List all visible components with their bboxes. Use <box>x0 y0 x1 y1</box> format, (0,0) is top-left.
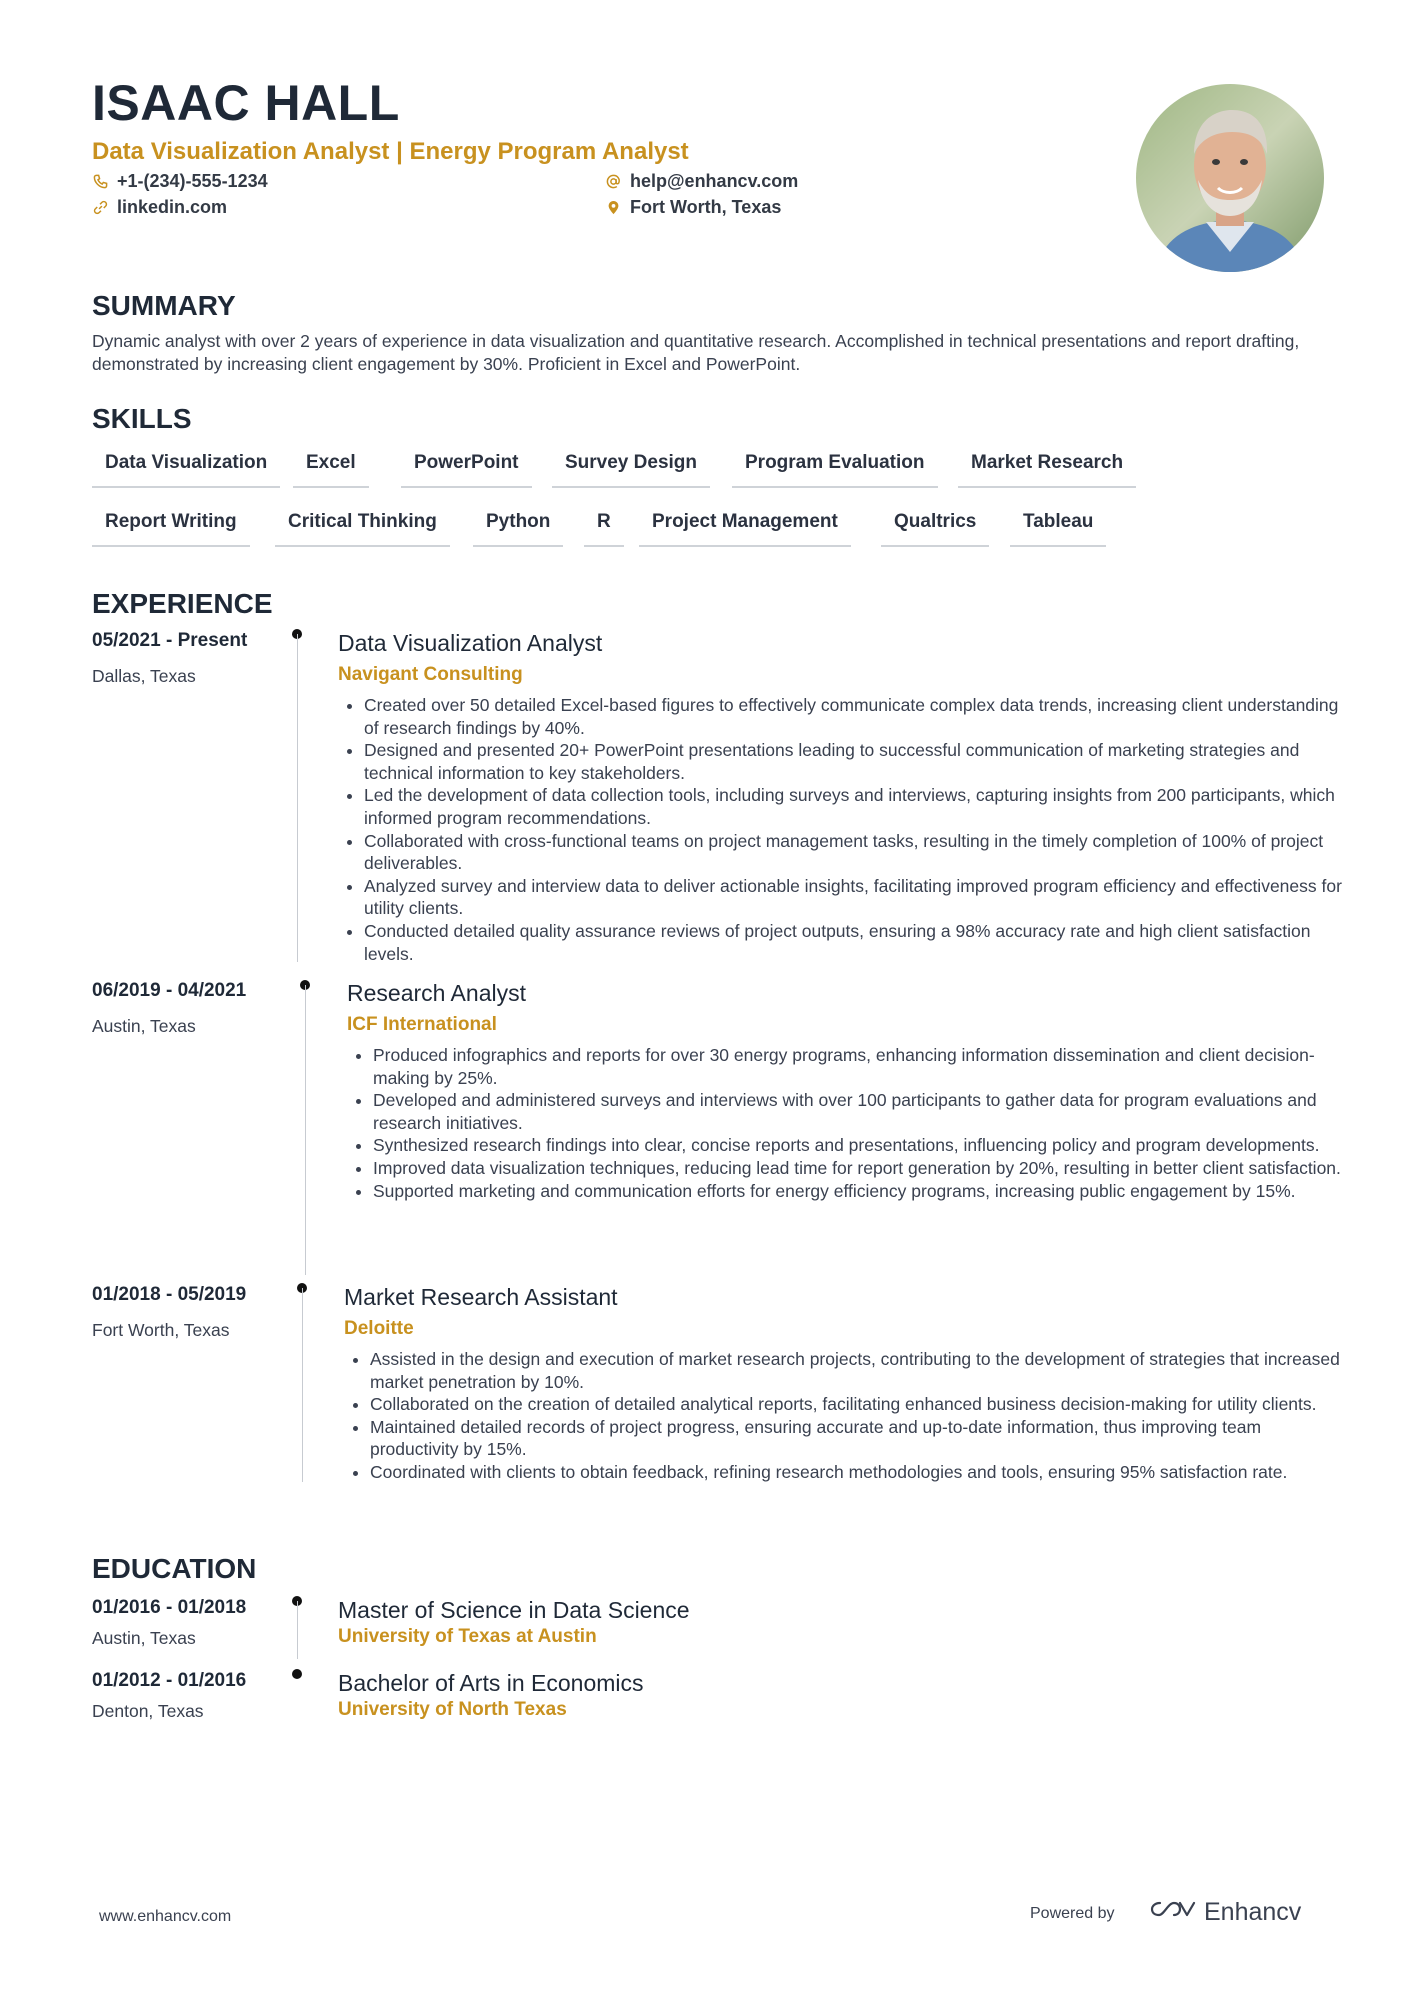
skill-tag: Python <box>473 511 563 547</box>
skill-tag: Project Management <box>639 511 851 547</box>
job-role: Data Visualization Analyst <box>338 630 603 656</box>
job-dates: 01/2018 - 05/2019 <box>92 1284 247 1305</box>
education-degree: Master of Science in Data Science <box>338 1597 690 1623</box>
job-location: Dallas, Texas <box>92 666 196 686</box>
education-degree: Bachelor of Arts in Economics <box>338 1670 644 1696</box>
timeline-line <box>297 1601 298 1659</box>
job-bullets <box>347 1044 1348 1202</box>
linkedin-link[interactable]: linkedin.com <box>117 197 228 217</box>
contact-email <box>606 171 798 192</box>
bullet-item: • Maintained detailed records of project progress, ensuring accurate and up-to-date information, thus improving team productivity by 15%. <box>370 1416 1348 1461</box>
bullet-item: • Supported marketing and communication efforts for energy efficiency programs, increasing public engagement by 15%. <box>373 1180 1348 1203</box>
timeline-line <box>302 1288 303 1482</box>
link-icon <box>93 200 109 216</box>
skill-tag: Qualtrics <box>881 511 989 547</box>
job-company: Navigant Consulting <box>338 664 523 685</box>
bullet-item: • Synthesized research findings into clear, concise reports and presentations, influencing policy and program developments. <box>373 1134 1348 1157</box>
enhancv-logo-icon <box>1150 1897 1196 1928</box>
email-address[interactable]: help@enhancv.com <box>630 171 799 191</box>
bullet-item: • Led the development of data collection tools, including surveys and interviews, capturing insights from 200 participants, which informed program recommendations. <box>364 784 1348 829</box>
job-role: Research Analyst <box>347 980 526 1006</box>
job-bullets <box>338 694 1348 965</box>
education-dates: 01/2016 - 01/2018 <box>92 1597 247 1618</box>
skill-tag: R <box>584 511 624 547</box>
phone-number[interactable]: +1-(234)-555-1234 <box>117 171 268 191</box>
bullet-item: • Improved data visualization techniques, reducing lead time for report generation by 20%, resulting in better client satisfaction. <box>373 1157 1348 1180</box>
education-dates: 01/2012 - 01/2016 <box>92 1670 247 1691</box>
skill-tag: PowerPoint <box>401 452 532 488</box>
bullet-item: • Designed and presented 20+ PowerPoint presentations leading to successful communication of marketing strategies and technical information to key stakeholders. <box>364 739 1348 784</box>
education-heading: EDUCATION <box>92 1553 257 1584</box>
at-icon <box>606 174 622 190</box>
skill-tag: Critical Thinking <box>275 511 450 547</box>
job-bullets <box>344 1348 1348 1484</box>
job-dates: 05/2021 - Present <box>92 630 248 651</box>
skill-tag: Program Evaluation <box>732 452 938 488</box>
timeline-dot <box>292 1669 302 1679</box>
skill-tag: Survey Design <box>552 452 710 488</box>
bullet-item: • Coordinated with clients to obtain feedback, refining research methodologies and tools, ensuring 95% satisfaction rate. <box>370 1461 1348 1484</box>
timeline-line <box>297 634 298 962</box>
job-dates: 06/2019 - 04/2021 <box>92 980 247 1001</box>
candidate-name: ISAAC HALL <box>92 75 400 131</box>
education-school: University of North Texas <box>338 1699 567 1720</box>
bullet-item: • Created over 50 detailed Excel-based figures to effectively communicate complex data trends, increasing client understanding of research findings by 40%. <box>364 694 1348 739</box>
job-location: Fort Worth, Texas <box>92 1320 230 1340</box>
summary-heading: SUMMARY <box>92 290 236 321</box>
contact-linkedin <box>93 197 227 218</box>
footer-website-link[interactable]: www.enhancv.com <box>99 1908 232 1925</box>
enhancv-brand-logo[interactable] <box>1150 1897 1301 1928</box>
timeline-line <box>305 985 306 1275</box>
bullet-item: • Analyzed survey and interview data to deliver actionable insights, facilitating improved program efficiency and effectiveness for utility clients. <box>364 875 1348 920</box>
bullet-item: • Developed and administered surveys and interviews with over 100 participants to gather data for program evaluations and research initiatives. <box>373 1089 1348 1134</box>
bullet-item: • Collaborated with cross-functional teams on project management tasks, resulting in the timely completion of 100% of project deliverables. <box>364 830 1348 875</box>
education-location: Denton, Texas <box>92 1701 204 1721</box>
education-school: University of Texas at Austin <box>338 1626 597 1647</box>
bullet-item: • Conducted detailed quality assurance reviews of project outputs, ensuring a 98% accuracy rate and high client satisfaction levels. <box>364 920 1348 965</box>
job-company: ICF International <box>347 1014 497 1035</box>
contact-location <box>606 197 781 218</box>
summary-text: Dynamic analyst with over 2 years of experience in data visualization and quantitative research. Accomplished in technical presentations and report drafting, demonstrated by increasing client engagement by 30%. Proficient in Excel and PowerPoint. <box>92 331 1300 374</box>
job-role: Market Research Assistant <box>344 1284 618 1310</box>
powered-by-label: Powered by <box>1030 1905 1115 1922</box>
bullet-item: • Assisted in the design and execution of market research projects, contributing to the development of strategies that increased market penetration by 10%. <box>370 1348 1348 1393</box>
skill-tag: Tableau <box>1010 511 1106 547</box>
phone-icon <box>93 174 109 190</box>
skill-tag: Excel <box>293 452 369 488</box>
bullet-item: • Collaborated on the creation of detailed analytical reports, facilitating enhanced business decision-making for utility clients. <box>370 1393 1348 1416</box>
location-text: Fort Worth, Texas <box>630 197 782 217</box>
profile-photo <box>1136 84 1324 272</box>
skill-tag: Report Writing <box>92 511 250 547</box>
job-location: Austin, Texas <box>92 1016 196 1036</box>
candidate-tagline: Data Visualization Analyst | Energy Program Analyst <box>92 138 689 165</box>
enhancv-brand-name: Enhancv <box>1204 1898 1302 1926</box>
skills-heading: SKILLS <box>92 403 192 434</box>
skill-tag: Data Visualization <box>92 452 280 488</box>
location-pin-icon <box>606 200 622 216</box>
skill-tag: Market Research <box>958 452 1136 488</box>
bullet-item: • Produced infographics and reports for over 30 energy programs, enhancing information dissemination and client decision-making by 25%. <box>373 1044 1348 1089</box>
contact-phone <box>93 171 268 192</box>
job-company: Deloitte <box>344 1318 414 1339</box>
experience-heading: EXPERIENCE <box>92 588 273 619</box>
education-location: Austin, Texas <box>92 1628 196 1648</box>
